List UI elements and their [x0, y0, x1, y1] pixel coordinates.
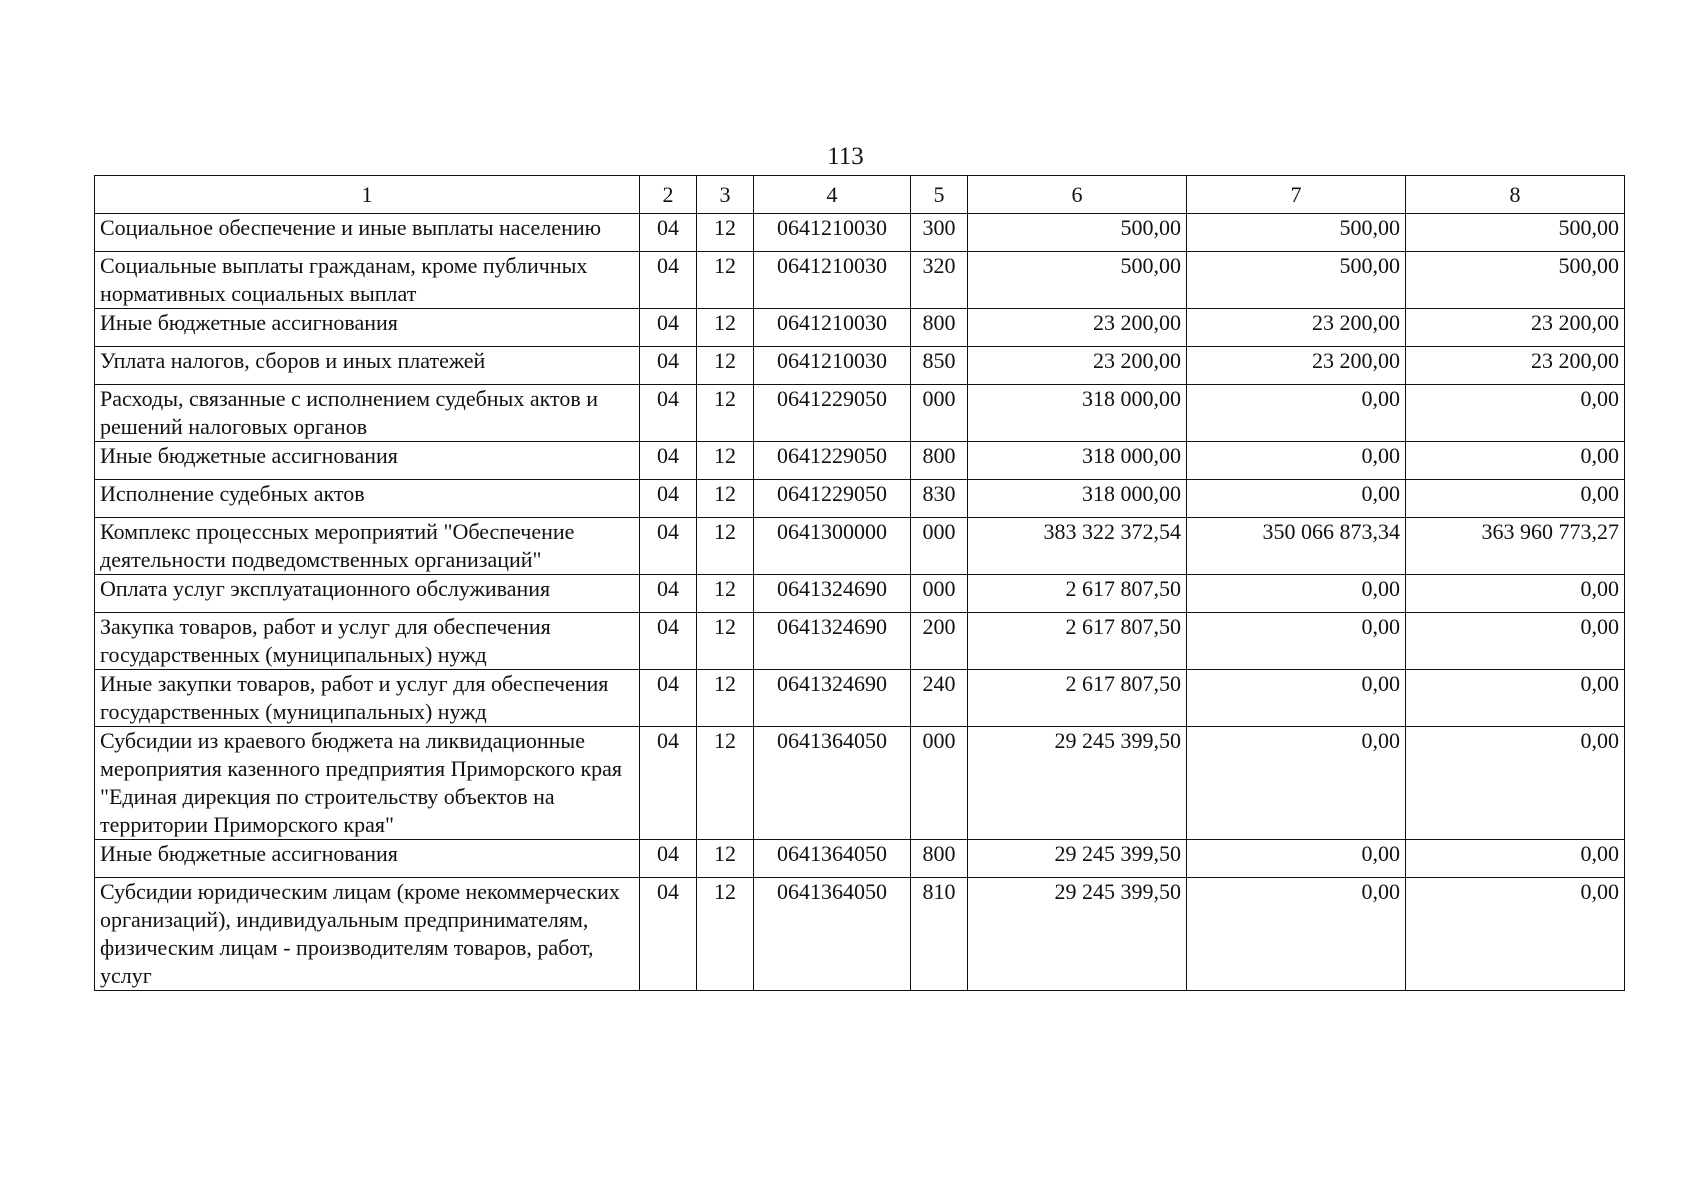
row-section: 04 [640, 575, 697, 613]
row-subsection: 12 [697, 309, 754, 347]
row-sum-col6: 500,00 [968, 214, 1187, 252]
row-expense-type: 800 [911, 840, 968, 878]
row-expense-type: 320 [911, 252, 968, 309]
row-target-article: 0641229050 [754, 442, 911, 480]
row-target-article: 0641324690 [754, 575, 911, 613]
row-sum-col6: 318 000,00 [968, 442, 1187, 480]
row-target-article: 0641324690 [754, 613, 911, 670]
row-expense-type: 000 [911, 575, 968, 613]
column-header: 3 [697, 176, 754, 214]
table-row [95, 309, 1625, 347]
row-sum-col8: 0,00 [1406, 840, 1625, 878]
row-sum-col8: 0,00 [1406, 480, 1625, 518]
row-target-article: 0641364050 [754, 840, 911, 878]
row-name: Иные бюджетные ассигнования [95, 309, 640, 347]
row-section: 04 [640, 252, 697, 309]
row-sum-col6: 2 617 807,50 [968, 670, 1187, 727]
row-expense-type: 000 [911, 385, 968, 442]
column-header: 6 [968, 176, 1187, 214]
row-sum-col8: 0,00 [1406, 613, 1625, 670]
row-target-article: 0641364050 [754, 878, 911, 991]
row-subsection: 12 [697, 670, 754, 727]
row-sum-col8: 0,00 [1406, 878, 1625, 991]
column-header: 1 [95, 176, 640, 214]
row-sum-col7: 500,00 [1187, 252, 1406, 309]
row-target-article: 0641324690 [754, 670, 911, 727]
row-sum-col7: 0,00 [1187, 840, 1406, 878]
row-subsection: 12 [697, 575, 754, 613]
row-name: Уплата налогов, сборов и иных платежей [95, 347, 640, 385]
row-expense-type: 000 [911, 518, 968, 575]
row-sum-col6: 29 245 399,50 [968, 727, 1187, 840]
table-row [95, 385, 1625, 442]
row-sum-col6: 23 200,00 [968, 309, 1187, 347]
column-header: 8 [1406, 176, 1625, 214]
row-sum-col8: 0,00 [1406, 575, 1625, 613]
row-subsection: 12 [697, 840, 754, 878]
row-section: 04 [640, 727, 697, 840]
table-row [95, 878, 1625, 991]
row-expense-type: 300 [911, 214, 968, 252]
row-expense-type: 810 [911, 878, 968, 991]
row-name: Иные бюджетные ассигнования [95, 840, 640, 878]
budget-table [94, 175, 1625, 991]
row-sum-col6: 383 322 372,54 [968, 518, 1187, 575]
row-target-article: 0641300000 [754, 518, 911, 575]
row-sum-col6: 29 245 399,50 [968, 840, 1187, 878]
row-sum-col8: 0,00 [1406, 727, 1625, 840]
row-sum-col7: 0,00 [1187, 878, 1406, 991]
row-target-article: 0641210030 [754, 214, 911, 252]
row-section: 04 [640, 670, 697, 727]
row-name: Комплекс процессных мероприятий "Обеспечение деятельности подведомственных организаций" [95, 518, 640, 575]
row-name: Исполнение судебных актов [95, 480, 640, 518]
row-section: 04 [640, 480, 697, 518]
table-row [95, 575, 1625, 613]
row-sum-col7: 0,00 [1187, 480, 1406, 518]
row-subsection: 12 [697, 613, 754, 670]
row-target-article: 0641229050 [754, 480, 911, 518]
row-sum-col8: 363 960 773,27 [1406, 518, 1625, 575]
row-name: Социальное обеспечение и иные выплаты населению [95, 214, 640, 252]
row-section: 04 [640, 214, 697, 252]
row-subsection: 12 [697, 347, 754, 385]
row-expense-type: 240 [911, 670, 968, 727]
table-row [95, 727, 1625, 840]
row-subsection: 12 [697, 442, 754, 480]
row-name: Расходы, связанные с исполнением судебных актов и решений налоговых органов [95, 385, 640, 442]
row-sum-col7: 0,00 [1187, 727, 1406, 840]
table-row [95, 670, 1625, 727]
row-expense-type: 800 [911, 309, 968, 347]
row-sum-col8: 23 200,00 [1406, 309, 1625, 347]
row-sum-col8: 500,00 [1406, 252, 1625, 309]
row-section: 04 [640, 385, 697, 442]
column-header: 4 [754, 176, 911, 214]
row-sum-col7: 500,00 [1187, 214, 1406, 252]
row-sum-col7: 0,00 [1187, 613, 1406, 670]
column-header: 7 [1187, 176, 1406, 214]
row-name: Социальные выплаты гражданам, кроме публичных нормативных социальных выплат [95, 252, 640, 309]
table-row [95, 442, 1625, 480]
table-row [95, 214, 1625, 252]
row-name: Иные бюджетные ассигнования [95, 442, 640, 480]
row-sum-col7: 0,00 [1187, 385, 1406, 442]
row-subsection: 12 [697, 727, 754, 840]
row-sum-col7: 0,00 [1187, 670, 1406, 727]
row-target-article: 0641210030 [754, 252, 911, 309]
row-sum-col8: 0,00 [1406, 385, 1625, 442]
row-target-article: 0641210030 [754, 347, 911, 385]
table-row [95, 518, 1625, 575]
table-row [95, 613, 1625, 670]
row-name: Субсидии из краевого бюджета на ликвидационные мероприятия казенного предприятия Приморского края "Единая дирекция по строительству объектов на территории Приморского края" [95, 727, 640, 840]
row-sum-col6: 500,00 [968, 252, 1187, 309]
row-sum-col6: 318 000,00 [968, 385, 1187, 442]
row-sum-col6: 2 617 807,50 [968, 575, 1187, 613]
row-sum-col6: 2 617 807,50 [968, 613, 1187, 670]
row-section: 04 [640, 518, 697, 575]
row-section: 04 [640, 878, 697, 991]
row-section: 04 [640, 347, 697, 385]
row-expense-type: 000 [911, 727, 968, 840]
row-sum-col6: 29 245 399,50 [968, 878, 1187, 991]
table-row [95, 480, 1625, 518]
row-sum-col6: 318 000,00 [968, 480, 1187, 518]
row-target-article: 0641229050 [754, 385, 911, 442]
row-sum-col7: 23 200,00 [1187, 347, 1406, 385]
table-row [95, 347, 1625, 385]
row-sum-col7: 0,00 [1187, 575, 1406, 613]
row-name: Иные закупки товаров, работ и услуг для обеспечения государственных (муниципальных) нужд [95, 670, 640, 727]
row-sum-col6: 23 200,00 [968, 347, 1187, 385]
row-subsection: 12 [697, 878, 754, 991]
row-name: Субсидии юридическим лицам (кроме некоммерческих организаций), индивидуальным предпринимателям, физическим лицам - производителям товаров, работ, услуг [95, 878, 640, 991]
column-header: 2 [640, 176, 697, 214]
row-section: 04 [640, 840, 697, 878]
row-section: 04 [640, 309, 697, 347]
page-number: 113 [827, 143, 864, 170]
header-row [95, 176, 1625, 214]
row-sum-col8: 0,00 [1406, 442, 1625, 480]
row-sum-col7: 350 066 873,34 [1187, 518, 1406, 575]
row-sum-col8: 0,00 [1406, 670, 1625, 727]
row-expense-type: 800 [911, 442, 968, 480]
row-subsection: 12 [697, 518, 754, 575]
row-expense-type: 830 [911, 480, 968, 518]
table-row [95, 252, 1625, 309]
row-section: 04 [640, 442, 697, 480]
row-subsection: 12 [697, 252, 754, 309]
row-sum-col7: 23 200,00 [1187, 309, 1406, 347]
row-target-article: 0641364050 [754, 727, 911, 840]
row-sum-col8: 500,00 [1406, 214, 1625, 252]
row-subsection: 12 [697, 214, 754, 252]
row-section: 04 [640, 613, 697, 670]
row-name: Закупка товаров, работ и услуг для обеспечения государственных (муниципальных) нужд [95, 613, 640, 670]
table-row [95, 840, 1625, 878]
row-subsection: 12 [697, 385, 754, 442]
row-sum-col8: 23 200,00 [1406, 347, 1625, 385]
row-target-article: 0641210030 [754, 309, 911, 347]
row-subsection: 12 [697, 480, 754, 518]
row-expense-type: 850 [911, 347, 968, 385]
row-expense-type: 200 [911, 613, 968, 670]
row-sum-col7: 0,00 [1187, 442, 1406, 480]
row-name: Оплата услуг эксплуатационного обслуживания [95, 575, 640, 613]
column-header: 5 [911, 176, 968, 214]
